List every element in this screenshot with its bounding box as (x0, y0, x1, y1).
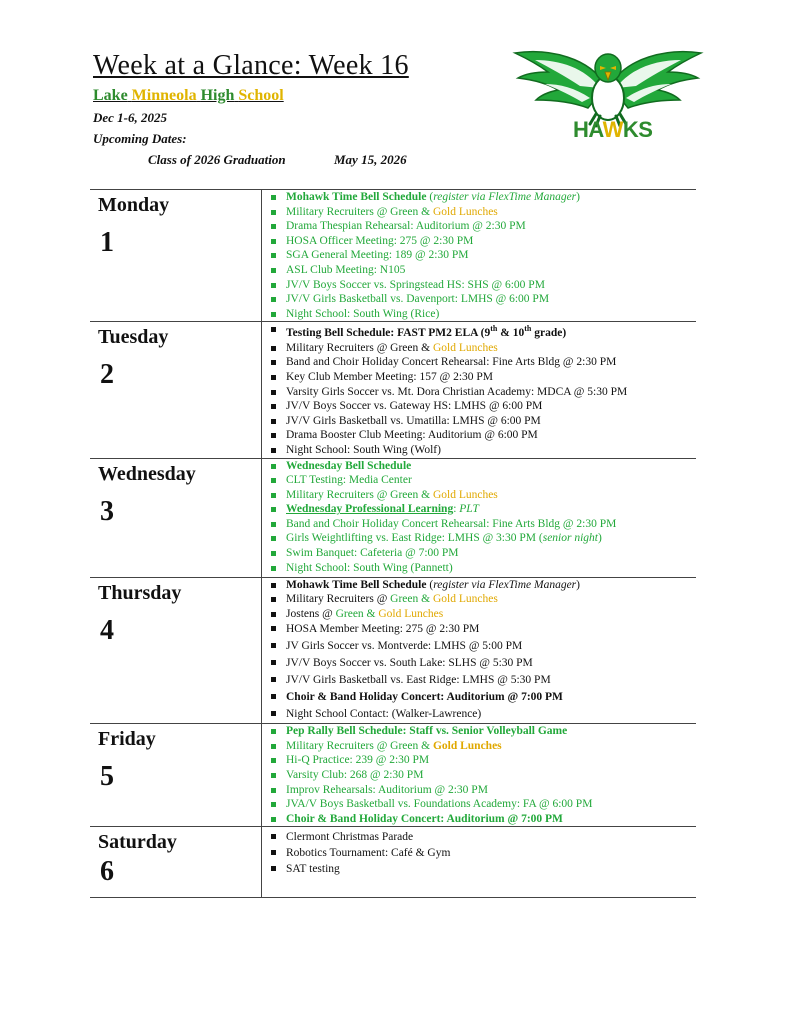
day-name: Wednesday (98, 462, 196, 485)
day-number: 2 (100, 359, 114, 391)
date-range: Dec 1-6, 2025 (93, 110, 168, 125)
list-item: CLT Testing: Media Center (270, 473, 696, 488)
upcoming-event-name: Class of 2026 Graduation (148, 152, 286, 167)
day-number: 3 (100, 495, 114, 527)
list-item: Choir & Band Holiday Concert: Auditorium @ 7:00 PM (270, 689, 696, 706)
list-item: Hi-Q Practice: 239 @ 2:30 PM (270, 753, 696, 768)
list-item: Clermont Christmas Parade (270, 829, 696, 845)
day-name: Friday (98, 728, 156, 751)
list-item: JV Girls Soccer vs. Montverde: LMHS @ 5:00 PM (270, 638, 696, 655)
list-item: Key Club Member Meeting: 157 @ 2:30 PM (270, 370, 696, 385)
event-cell (262, 458, 697, 577)
day-cell (90, 724, 262, 827)
school-word-1: Lake (93, 87, 128, 104)
list-item: Wednesday Bell Schedule (270, 459, 696, 474)
day-number: 1 (100, 227, 114, 258)
day-number: 6 (100, 856, 114, 888)
school-word-2: Minneola (131, 87, 197, 104)
list-item: JV/V Boys Soccer vs. South Lake: SLHS @ 5:30 PM (270, 655, 696, 672)
list-item: Drama Booster Club Meeting: Auditorium @ 6:00 PM (270, 428, 696, 443)
list-item: Robotics Tournament: Café & Gym (270, 845, 696, 861)
list-item: JVA/V Boys Basketball vs. Foundations Academy: FA @ 6:00 PM (270, 797, 696, 812)
upcoming-event (148, 152, 407, 168)
list-item: Band and Choir Holiday Concert Rehearsal: Fine Arts Bldg @ 2:30 PM (270, 355, 696, 370)
list-item: Pep Rally Bell Schedule: Staff vs. Senior Volleyball Game (270, 724, 696, 739)
upcoming-event-date: May 15, 2026 (334, 152, 407, 167)
list-item: Jostens @ Green & Gold Lunches (270, 607, 696, 622)
list-item: Varsity Club: 268 @ 2:30 PM (270, 768, 696, 783)
logo-text: HAWKS (573, 117, 653, 142)
list-item: HOSA Member Meeting: 275 @ 2:30 PM (270, 621, 696, 638)
day-number: 5 (100, 761, 114, 793)
list-item: Testing Bell Schedule: FAST PM2 ELA (9th & 10th grade) (270, 322, 696, 340)
list-item: JV/V Girls Basketball vs. Davenport: LMHS @ 6:00 PM (270, 292, 696, 307)
list-item: JV/V Boys Soccer vs. Gateway HS: LMHS @ 6:00 PM (270, 399, 696, 414)
day-cell (90, 577, 262, 724)
list-item: Drama Thespian Rehearsal: Auditorium @ 2:30 PM (270, 219, 696, 234)
week-schedule-table (90, 189, 696, 898)
list-item: Varsity Girls Soccer vs. Mt. Dora Christian Academy: MDCA @ 5:30 PM (270, 385, 696, 400)
day-cell (90, 458, 262, 577)
list-item: Band and Choir Holiday Concert Rehearsal: Fine Arts Bldg @ 2:30 PM (270, 517, 696, 532)
list-item: Night School: South Wing (Pannett) (270, 561, 696, 576)
list-item: JV/V Boys Soccer vs. Springstead HS: SHS @ 6:00 PM (270, 278, 696, 293)
list-item: Mohawk Time Bell Schedule (register via FlexTime Manager) (270, 578, 696, 593)
page-title: Week at a Glance: Week 16 (93, 50, 409, 81)
list-item: Improv Rehearsals: Auditorium @ 2:30 PM (270, 783, 696, 798)
day-row-monday (90, 190, 696, 322)
event-cell (262, 827, 697, 898)
list-item: Night School: South Wing (Wolf) (270, 443, 696, 458)
day-cell (90, 322, 262, 458)
list-item: Military Recruiters @ Green & Gold Lunches (270, 592, 696, 607)
list-item: Military Recruiters @ Green & Gold Lunches (270, 488, 696, 503)
event-cell (262, 322, 697, 458)
day-name: Saturday (98, 831, 177, 854)
list-item: Choir & Band Holiday Concert: Auditorium @ 7:00 PM (270, 812, 696, 827)
school-word-3: High (200, 87, 235, 104)
list-item: SAT testing (270, 861, 696, 877)
list-item: JV/V Girls Basketball vs. East Ridge: LMHS @ 5:30 PM (270, 672, 696, 689)
day-cell (90, 190, 262, 322)
event-cell (262, 577, 697, 724)
day-row-friday (90, 724, 696, 827)
event-cell (262, 724, 697, 827)
day-row-tuesday (90, 322, 696, 458)
list-item: Night School: South Wing (Rice) (270, 307, 696, 322)
day-number: 4 (100, 614, 114, 646)
event-cell (262, 190, 697, 322)
list-item: Military Recruiters @ Green & Gold Lunches (270, 739, 696, 754)
school-name (93, 87, 284, 105)
day-name: Monday (98, 194, 170, 216)
day-row-thursday (90, 577, 696, 724)
list-item: Military Recruiters @ Green & Gold Lunches (270, 205, 696, 220)
day-row-saturday (90, 827, 696, 898)
list-item: Wednesday Professional Learning: PLT (270, 502, 696, 517)
list-item: Military Recruiters @ Green & Gold Lunches (270, 341, 696, 356)
list-item: JV/V Girls Basketball vs. Umatilla: LMHS @ 6:00 PM (270, 414, 696, 429)
list-item: Mohawk Time Bell Schedule (register via FlexTime Manager) (270, 190, 696, 205)
upcoming-label: Upcoming Dates: (93, 131, 187, 146)
list-item: HOSA Officer Meeting: 275 @ 2:30 PM (270, 234, 696, 249)
day-cell (90, 827, 262, 898)
day-name: Thursday (98, 581, 182, 604)
school-word-4: School (238, 87, 284, 104)
day-name: Tuesday (98, 326, 169, 349)
list-item: Night School Contact: (Walker-Lawrence) (270, 706, 696, 723)
day-row-wednesday (90, 458, 696, 577)
list-item: ASL Club Meeting: N105 (270, 263, 696, 278)
list-item: Swim Banquet: Cafeteria @ 7:00 PM (270, 546, 696, 561)
list-item: SGA General Meeting: 189 @ 2:30 PM (270, 248, 696, 263)
list-item: Girls Weightlifting vs. East Ridge: LMHS @ 3:30 PM (senior night) (270, 531, 696, 546)
